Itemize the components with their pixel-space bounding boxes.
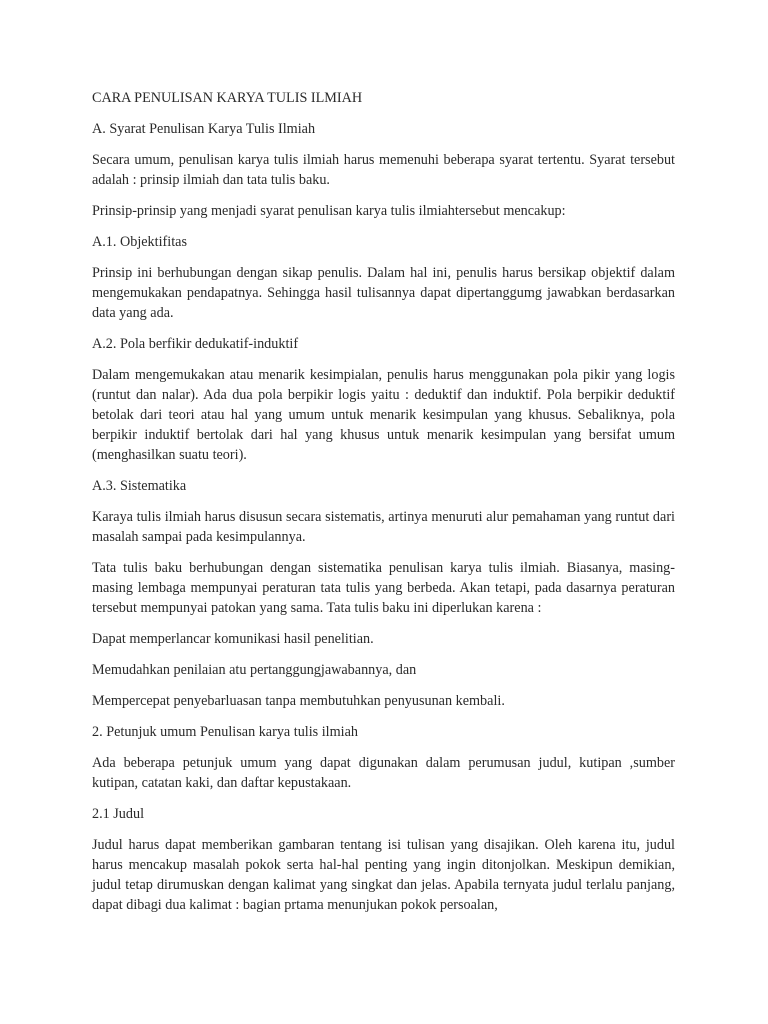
paragraph-tata-tulis: Tata tulis baku berhubungan dengan sistematika penulisan karya tulis ilmiah. Biasanya, masing-masing lembaga mempunyai peraturan tata tulis yang berbeda. Akan tetapi, pada dasarnya peraturan tersebut mempunyai patokan yang sama. Tata tulis baku ini diperlukan karena : [92, 560, 675, 616]
section-heading-petunjuk: 2. Petunjuk umum Penulisan karya tulis ilmiah [92, 724, 358, 740]
paragraph-intro: Secara umum, penulisan karya tulis ilmiah harus memenuhi beberapa syarat tertentu. Syarat tersebut adalah : prinsip ilmiah dan tata tulis baku. [92, 152, 675, 188]
list-item-penyebarluasan: Mempercepat penyebarluasan tanpa membutuhkan penyusunan kembali. [92, 693, 505, 709]
paragraph-objektifitas: Prinsip ini berhubungan dengan sikap penulis. Dalam hal ini, penulis harus bersikap objektif dalam mengemukakan pendapatnya. Sehingga hasil tulisannya dapat dipertanggumg jawabkan berdasarkan data yang ada. [92, 265, 675, 321]
list-item-komunikasi: Dapat memperlancar komunikasi hasil penelitian. [92, 631, 374, 647]
subheading-sistematika: A.3. Sistematika [92, 478, 187, 494]
subheading-judul: 2.1 Judul [92, 806, 145, 822]
subheading-pola-berfikir: A.2. Pola berfikir dedukatif-induktif [92, 336, 299, 352]
document-page [92, 88, 675, 926]
paragraph-sistematika: Karaya tulis ilmiah harus disusun secara sistematis, artinya menuruti alur pemahaman yang runtut dari masalah sampai pada kesimpulannya. [92, 509, 675, 545]
paragraph-judul: Judul harus dapat memberikan gambaran tentang isi tulisan yang disajikan. Oleh karena itu, judul harus mencakup masalah pokok serta hal-hal penting yang ingin ditonjolkan. Meskipun demikian, judul tetap dirumuskan dengan kalimat yang singkat dan jelas. Apabila ternyata judul terlalu panjang, dapat dibagi dua kalimat : bagian prtama menunjukan pokok persoalan, [92, 837, 675, 913]
document-title: CARA PENULISAN KARYA TULIS ILMIAH [92, 90, 363, 106]
paragraph-principles: Prinsip-prinsip yang menjadi syarat penulisan karya tulis ilmiahtersebut mencakup: [92, 203, 566, 219]
list-item-penilaian: Memudahkan penilaian atu pertanggungjawabannya, dan [92, 662, 417, 678]
section-heading-a: A. Syarat Penulisan Karya Tulis Ilmiah [92, 121, 316, 137]
paragraph-pola-berfikir: Dalam mengemukakan atau menarik kesimpialan, penulis harus menggunakan pola pikir yang logis (runtut dan nalar). Ada dua pola berpikir logis yaitu : deduktif dan induktif. Pola berpikir deduktif betolak dari teori atau hal yang umum untuk menarik kesimpulan yang khusus. Sebaliknya, pola berpikir induktif bertolak dari hal yang khusus untuk menarik kesimpulan yang bersifat umum (menghasilkan suatu teori). [92, 367, 675, 463]
paragraph-petunjuk: Ada beberapa petunjuk umum yang dapat digunakan dalam perumusan judul, kutipan ,sumber kutipan, catatan kaki, dan daftar kepustakaan. [92, 755, 675, 791]
subheading-objektifitas: A.1. Objektifitas [92, 234, 187, 250]
